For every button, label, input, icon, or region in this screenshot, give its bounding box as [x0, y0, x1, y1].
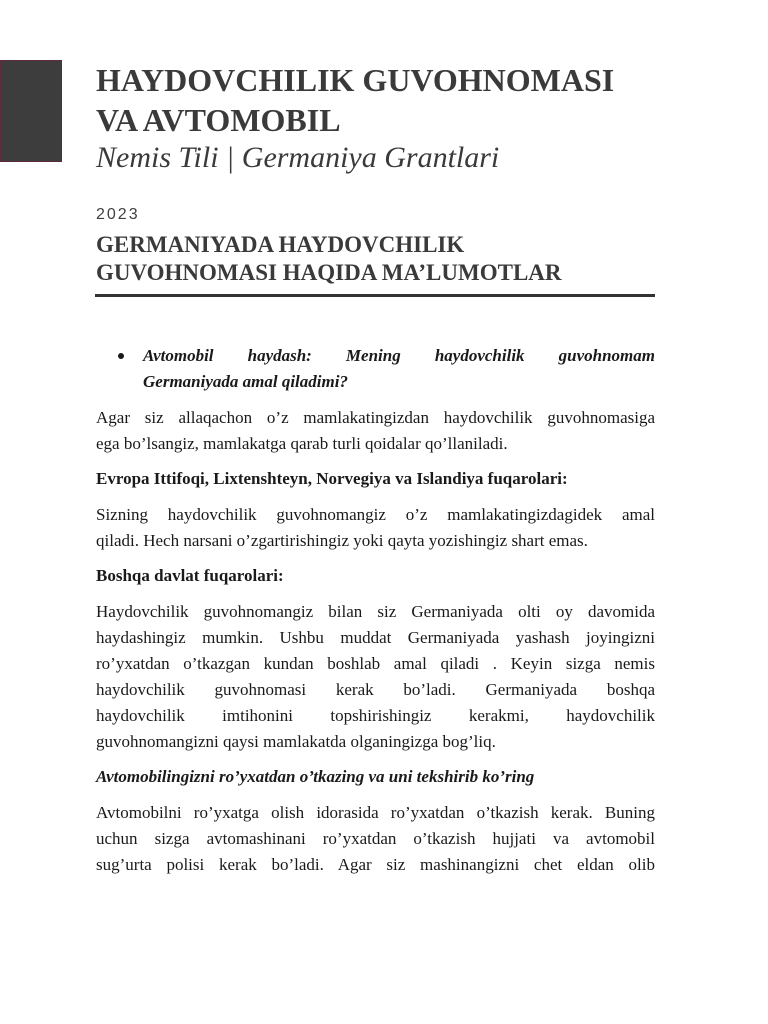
paragraph-other-citizens	[96, 599, 655, 755]
text-line: Agar siz allaqachon o’z mamlakatingizdan haydovchilik guvohnomasiga	[96, 407, 655, 427]
text-line: Avtomobil haydash: Mening haydovchilik guvohnomam	[143, 346, 655, 365]
text-line: Avtomobilingizni ro’yxatdan o’tkazing va uni tekshirib ko’ring	[96, 767, 535, 786]
document-body	[96, 343, 655, 887]
document-subtitle: Nemis Tili | Germaniya Grantlari	[96, 141, 500, 174]
text-line: qiladi. Hech narsani o’zgartirishingiz yoki qayta yozishingiz shart emas.	[96, 530, 588, 550]
section-heading-line: GUVOHNOMASI HAQIDA MA’LUMOTLAR	[96, 260, 562, 285]
paragraph-intro	[96, 405, 655, 457]
heading-divider	[95, 294, 655, 297]
text-line: haydovchilik imtihonini topshirishingiz kerakmi, haydovchilik	[96, 705, 655, 725]
text-line: Sizning haydovchilik guvohnomangiz o’z mamlakatingizdagidek amal	[96, 504, 655, 524]
subheading-other-citizens	[96, 563, 655, 589]
text-line: ro’yxatdan o’tkazgan kundan boshlab amal qiladi . Keyin sizga nemis	[96, 653, 655, 673]
text-line: haydashingiz mumkin. Ushbu muddat Germaniyada yashash joyingizni	[96, 627, 655, 647]
title-line: HAYDOVCHILIK GUVOHNOMASI	[96, 62, 615, 98]
title-line: VA AVTOMOBIL	[96, 102, 341, 138]
document-year: 2023	[96, 206, 140, 223]
text-line: ega bo’lsangiz, mamlakatga qarab turli qoidalar qo’llaniladi.	[96, 433, 508, 453]
text-line: Boshqa davlat fuqarolari:	[96, 566, 284, 585]
bullet-marker-icon	[118, 353, 124, 359]
section-heading	[96, 231, 716, 287]
text-line: Avtomobilni ro’yxatga olish idorasida ro’yxatdan o’tkazish kerak. Buning	[96, 802, 655, 822]
text-line: uchun sizga avtomashinani ro’yxatdan o’tkazish hujjati va avtomobil	[96, 828, 655, 848]
text-line: Germaniyada amal qiladimi?	[143, 372, 348, 391]
text-line: guvohnomangizni qaysi mamlakatda olganingizga bog’liq.	[96, 731, 496, 751]
decorative-accent-block	[0, 60, 62, 162]
text-line: Evropa Ittifoqi, Lixtenshteyn, Norvegiya va Islandiya fuqarolari:	[96, 469, 568, 488]
paragraph-eu-citizens	[96, 502, 655, 554]
text-line: sug’urta polisi kerak bo’ladi. Agar siz mashinangizni chet eldan olib	[96, 854, 655, 874]
section-heading-line: GERMANIYADA HAYDOVCHILIK	[96, 232, 465, 257]
bullet-question	[96, 343, 655, 395]
paragraph-vehicle-registration	[96, 800, 655, 878]
text-line: Haydovchilik guvohnomangiz bilan siz Germaniyada olti oy davomida	[96, 601, 655, 621]
text-line: haydovchilik guvohnomasi kerak bo’ladi. Germaniyada boshqa	[96, 679, 655, 699]
subheading-vehicle-registration	[96, 764, 655, 790]
document-title	[96, 60, 736, 140]
subheading-eu-citizens	[96, 466, 655, 492]
